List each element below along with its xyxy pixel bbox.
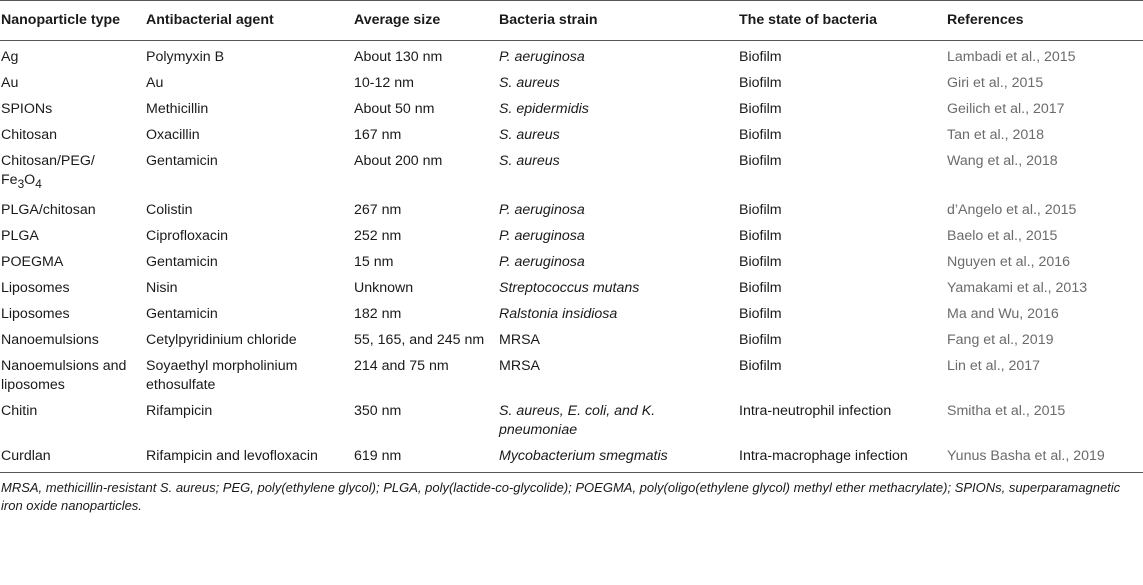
cell-state: Biofilm	[739, 331, 782, 348]
cell-size: 10-12 nm	[354, 75, 414, 91]
cell-nanoparticle: Liposomes	[1, 305, 70, 322]
cell-nanoparticle: Chitin	[1, 402, 38, 419]
cell-nanoparticle: Nanoemulsions and liposomes	[1, 357, 127, 393]
cell-size: 182 nm	[354, 305, 402, 322]
cell-strain: Streptococcus mutans	[499, 279, 640, 296]
cell-nanoparticle: Chitosan	[1, 127, 57, 143]
nanoparticle-line1: Chitosan/PEG/	[1, 153, 95, 169]
cell-reference: Yamakami et al., 2013	[947, 279, 1088, 296]
cell-agent: Gentamicin	[146, 153, 218, 169]
cell-nanoparticle: Liposomes	[1, 279, 70, 296]
table-row	[0, 302, 1143, 328]
cell-reference: Nguyen et al., 2016	[947, 253, 1071, 270]
cell-state: Biofilm	[739, 357, 782, 374]
table-footnote: MRSA, methicillin-resistant S. aureus; PEG, poly(ethylene glycol); PLGA, poly(lactide-co-glycolide); POEGMA, poly(oligo(ethylene glycol) methyl ether methacrylate); SPIONs, superparamagnetic iron oxide nanoparticles.	[1, 479, 1121, 513]
cell-agent: Methicillin	[146, 101, 209, 117]
table-row	[0, 328, 1143, 354]
cell-state: Biofilm	[739, 101, 782, 117]
cell-size: 167 nm	[354, 127, 402, 143]
table-row	[0, 354, 1143, 399]
header-nanoparticle-type: Nanoparticle type	[1, 12, 121, 28]
cell-agent: Au	[146, 75, 164, 91]
header-bacteria-strain: Bacteria strain	[499, 12, 598, 28]
cell-agent: Ciprofloxacin	[146, 227, 229, 244]
cell-size: About 50 nm	[354, 101, 435, 117]
cell-state: Intra-neutrophil infection	[739, 402, 892, 419]
cell-nanoparticle: POEGMA	[1, 253, 64, 270]
cell-strain: S. aureus, E. coli, and K. pneumoniae	[499, 402, 656, 438]
cell-state: Biofilm	[739, 201, 782, 218]
cell-size: 619 nm	[354, 447, 402, 464]
table-row	[0, 41, 1143, 72]
cell-size: 252 nm	[354, 227, 402, 244]
cell-reference: d’Angelo et al., 2015	[947, 201, 1077, 218]
cell-size: 267 nm	[354, 201, 402, 218]
table-row	[0, 198, 1143, 224]
cell-strain: MRSA	[499, 331, 540, 348]
nanoparticle-o: O	[24, 172, 36, 188]
cell-reference: Yunus Basha et al., 2019	[947, 447, 1105, 464]
table-body	[0, 41, 1143, 473]
cell-size: 350 nm	[354, 402, 402, 419]
cell-reference: Fang et al., 2019	[947, 331, 1054, 348]
cell-strain: S. aureus	[499, 127, 560, 143]
cell-size: Unknown	[354, 279, 414, 296]
table-row	[0, 224, 1143, 250]
cell-agent: Rifampicin and levofloxacin	[146, 447, 318, 464]
cell-agent: Nisin	[146, 279, 178, 296]
table-row	[0, 250, 1143, 276]
cell-state: Biofilm	[739, 153, 782, 169]
nanoparticle-sub3: 3	[17, 176, 25, 191]
cell-strain: S. aureus	[499, 75, 560, 91]
cell-state: Biofilm	[739, 253, 782, 270]
cell-size: 15 nm	[354, 253, 394, 270]
cell-size: About 130 nm	[354, 49, 443, 65]
table-row	[0, 123, 1143, 149]
cell-strain: P. aeruginosa	[499, 227, 585, 244]
cell-strain: P. aeruginosa	[499, 253, 585, 270]
cell-agent: Soyaethyl morpholinium ethosulfate	[146, 357, 298, 393]
cell-agent: Gentamicin	[146, 305, 218, 322]
cell-reference: Giri et al., 2015	[947, 75, 1044, 91]
cell-reference: Geilich et al., 2017	[947, 101, 1065, 117]
table-row	[0, 97, 1143, 123]
cell-reference: Ma and Wu, 2016	[947, 305, 1059, 322]
cell-strain: P. aeruginosa	[499, 49, 585, 65]
cell-reference: Smitha et al., 2015	[947, 402, 1066, 419]
header-row	[0, 1, 1143, 41]
header-state-of-bacteria: The state of bacteria	[739, 12, 877, 28]
header-antibacterial-agent: Antibacterial agent	[146, 12, 274, 28]
cell-nanoparticle: PLGA	[1, 227, 39, 244]
table-row	[0, 149, 1143, 198]
table-row	[0, 399, 1143, 444]
header-references: References	[947, 12, 1024, 28]
cell-agent: Gentamicin	[146, 253, 218, 270]
cell-state: Biofilm	[739, 227, 782, 244]
cell-size: 214 and 75 nm	[354, 357, 449, 374]
cell-nanoparticle: SPIONs	[1, 101, 53, 117]
table-row	[0, 276, 1143, 302]
cell-agent: Oxacillin	[146, 127, 200, 143]
table-row	[0, 444, 1143, 473]
cell-reference: Lambadi et al., 2015	[947, 49, 1076, 65]
cell-state: Biofilm	[739, 75, 782, 91]
cell-nanoparticle: Ag	[1, 49, 19, 65]
cell-nanoparticle	[0, 149, 146, 198]
cell-size: 55, 165, and 245 nm	[354, 331, 485, 348]
cell-strain: S. epidermidis	[499, 101, 589, 117]
cell-reference: Wang et al., 2018	[947, 153, 1058, 169]
nanoparticle-sub4: 4	[35, 176, 42, 191]
cell-state: Biofilm	[739, 127, 782, 143]
cell-strain: S. aureus	[499, 153, 560, 169]
cell-state: Biofilm	[739, 49, 782, 65]
cell-nanoparticle: Nanoemulsions	[1, 331, 99, 348]
cell-agent: Rifampicin	[146, 402, 213, 419]
cell-state: Biofilm	[739, 279, 782, 296]
cell-strain: Mycobacterium smegmatis	[499, 447, 668, 464]
cell-agent: Cetylpyridinium chloride	[146, 331, 297, 348]
cell-nanoparticle: PLGA/chitosan	[1, 201, 96, 218]
cell-agent: Polymyxin B	[146, 49, 225, 65]
cell-reference: Tan et al., 2018	[947, 127, 1045, 143]
cell-reference: Baelo et al., 2015	[947, 227, 1058, 244]
cell-strain: Ralstonia insidiosa	[499, 305, 618, 322]
header-average-size: Average size	[354, 12, 441, 28]
cell-state: Biofilm	[739, 305, 782, 322]
cell-reference: Lin et al., 2017	[947, 357, 1041, 374]
cell-strain: MRSA	[499, 357, 540, 374]
table-header	[0, 1, 1143, 41]
cell-size: About 200 nm	[354, 153, 443, 169]
cell-strain: P. aeruginosa	[499, 201, 585, 218]
nanoparticle-fe: Fe	[1, 172, 18, 188]
cell-nanoparticle: Curdlan	[1, 447, 51, 464]
cell-state: Intra-macrophage infection	[739, 447, 908, 464]
cell-agent: Colistin	[146, 201, 193, 218]
table-row	[0, 71, 1143, 97]
cell-nanoparticle: Au	[1, 75, 19, 91]
